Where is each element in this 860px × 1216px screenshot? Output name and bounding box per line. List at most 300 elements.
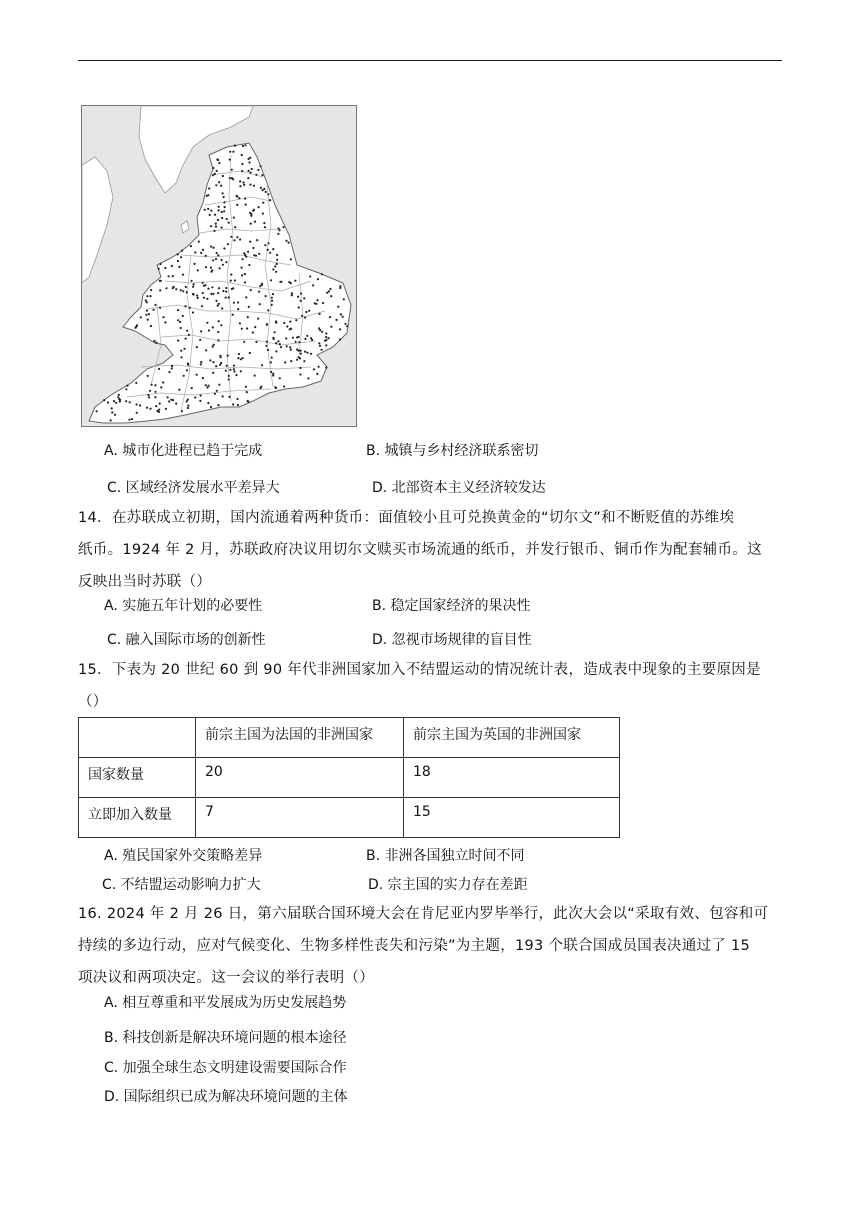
- map-dot: [222, 395, 224, 397]
- map-dot: [216, 252, 218, 254]
- map-dot: [180, 289, 182, 291]
- map-dot: [139, 404, 141, 406]
- map-dot: [301, 315, 303, 317]
- map-dot: [202, 377, 204, 379]
- map-dot: [145, 314, 147, 316]
- map-dot: [146, 407, 148, 409]
- map-dot: [215, 226, 217, 228]
- map-dot: [229, 369, 231, 371]
- map-dot: [221, 211, 223, 213]
- map-dot: [155, 405, 157, 407]
- table-cell: 15: [404, 798, 620, 838]
- map-dot: [244, 281, 246, 283]
- q14-option-b: B. 稳定国家经济的果决性: [372, 598, 531, 614]
- map-dot: [221, 217, 223, 219]
- map-dot: [171, 367, 173, 369]
- map-dot: [233, 302, 235, 304]
- map-dot: [228, 396, 230, 398]
- map-dot: [268, 242, 270, 244]
- map-dot: [212, 361, 214, 363]
- map-dot: [250, 223, 252, 225]
- map-dot: [286, 325, 288, 327]
- map-dot: [181, 250, 183, 252]
- map-dot: [150, 325, 152, 327]
- table-row: [79, 758, 620, 798]
- map-dot: [306, 352, 308, 354]
- table-header-cell-2: 前宗主国为英国的非洲国家: [404, 718, 620, 758]
- q13-option-d: D. 北部资本主义经济较发达: [372, 480, 546, 496]
- map-dot: [208, 187, 210, 189]
- map-dot: [218, 303, 220, 305]
- map-dot: [329, 316, 331, 318]
- map-dot: [165, 287, 167, 289]
- map-dot: [239, 180, 241, 182]
- map-dot: [241, 267, 243, 269]
- map-dot: [154, 304, 156, 306]
- map-dot: [325, 336, 327, 338]
- map-dot: [325, 367, 327, 369]
- map-dot: [262, 212, 264, 214]
- map-dot: [164, 267, 166, 269]
- map-dot: [238, 197, 240, 199]
- q14-stem-line-3: 反映出当时苏联（）: [78, 574, 212, 590]
- table-cell: 国家数量: [79, 758, 196, 798]
- map-dot: [339, 328, 341, 330]
- map-dot: [192, 311, 194, 313]
- map-dot: [153, 309, 155, 311]
- map-dot: [259, 285, 261, 287]
- map-dot: [228, 378, 230, 380]
- map-dot: [180, 350, 182, 352]
- map-dot: [224, 206, 226, 208]
- map-dot: [136, 403, 138, 405]
- map-dot: [255, 341, 257, 343]
- map-dot: [248, 161, 250, 163]
- map-dot: [274, 331, 276, 333]
- map-dot: [187, 363, 189, 365]
- map-dot: [194, 251, 196, 253]
- map-dot: [200, 252, 202, 254]
- map-dot: [233, 370, 235, 372]
- map-dot: [192, 286, 194, 288]
- map-dot: [236, 398, 238, 400]
- map-dot: [178, 389, 180, 391]
- map-dot: [211, 286, 213, 288]
- map-dot: [310, 353, 312, 355]
- map-dot: [180, 356, 182, 358]
- map-dot: [233, 368, 235, 370]
- map-dot: [247, 251, 249, 253]
- map-dot: [285, 337, 287, 339]
- map-dot: [245, 386, 247, 388]
- map-dot: [185, 286, 187, 288]
- map-dot: [303, 360, 305, 362]
- map-dot: [267, 309, 269, 311]
- map-dot: [228, 222, 230, 224]
- map-dot: [217, 254, 219, 256]
- map-dot: [233, 365, 235, 367]
- map-dot: [244, 198, 246, 200]
- map-dot: [274, 265, 276, 267]
- map-dot: [202, 292, 204, 294]
- map-dot: [241, 274, 243, 276]
- map-dot: [203, 297, 205, 299]
- map-dot: [217, 339, 219, 341]
- map-dot: [135, 382, 137, 384]
- map-dot: [199, 400, 201, 402]
- map-dot: [177, 260, 179, 262]
- map-dot: [212, 167, 214, 169]
- map-dot: [253, 209, 255, 211]
- map-dot: [295, 341, 297, 343]
- map-dot: [226, 365, 228, 367]
- map-dot: [265, 345, 267, 347]
- map-dot: [192, 293, 194, 295]
- map-dot: [337, 306, 339, 308]
- map-dot: [322, 302, 324, 304]
- map-dot: [343, 298, 345, 300]
- map-dot: [231, 288, 233, 290]
- map-dot: [118, 394, 120, 396]
- map-dot: [339, 285, 341, 287]
- map-dot: [168, 275, 170, 277]
- map-dot: [296, 359, 298, 361]
- map-dot: [213, 230, 215, 232]
- table-row: [79, 798, 620, 838]
- map-dot: [335, 319, 337, 321]
- map-dot: [271, 304, 273, 306]
- q14-stem: [78, 502, 778, 598]
- map-dot: [205, 266, 207, 268]
- map-dot: [158, 409, 160, 411]
- map-dot: [160, 386, 162, 388]
- q14-stem-line-2: 纸币。1924 年 2 月，苏联政府决议用切尔文赎买市场流通的纸币，并发行银币、铜币作为配套辅币。这: [78, 542, 762, 558]
- map-dot: [240, 370, 242, 372]
- map-dot: [289, 328, 291, 330]
- map-dot: [210, 210, 212, 212]
- map-dot: [298, 336, 300, 338]
- map-dot: [237, 357, 239, 359]
- map-dot: [249, 157, 251, 159]
- map-dot: [267, 349, 269, 351]
- map-dot: [279, 377, 281, 379]
- map-dot: [222, 175, 224, 177]
- map-dot: [246, 327, 248, 329]
- map-dot: [194, 263, 196, 265]
- map-dot: [223, 196, 225, 198]
- map-dot: [110, 419, 112, 421]
- map-dot: [319, 345, 321, 347]
- map-dot: [210, 406, 212, 408]
- map-dot: [241, 154, 243, 156]
- map-dot: [164, 321, 166, 323]
- map-dot: [103, 399, 105, 401]
- map-dot: [266, 323, 268, 325]
- q16-stem-line-3: 项决议和两项决定。这一会议的举行表明（）: [78, 970, 374, 986]
- map-dot: [228, 296, 230, 298]
- map-dot: [200, 330, 202, 332]
- map-dot: [217, 331, 219, 333]
- map-dot: [118, 398, 120, 400]
- map-dot: [167, 396, 169, 398]
- q15-option-a: A. 殖民国家外交策略差异: [104, 848, 263, 864]
- map-dot: [193, 283, 195, 285]
- q16-stem-line-2: 持续的多边行动，应对气候变化、生物多样性丧失和污染”为主题，193 个联合国成员国表决通过了 15: [78, 938, 751, 954]
- map-dot: [175, 288, 177, 290]
- map-dot: [265, 191, 267, 193]
- map-dot: [265, 295, 267, 297]
- map-dot: [182, 274, 184, 276]
- map-dot: [299, 367, 301, 369]
- map-dot: [147, 394, 149, 396]
- map-dot: [249, 352, 251, 354]
- map-dot: [249, 184, 251, 186]
- map-dot: [227, 243, 229, 245]
- map-dot: [252, 331, 254, 333]
- map-dot: [147, 375, 149, 377]
- map-dot: [172, 275, 174, 277]
- map-dot: [321, 273, 323, 275]
- map-dot: [168, 371, 170, 373]
- map-dot: [206, 322, 208, 324]
- map-dot: [272, 337, 274, 339]
- map-dot: [180, 256, 182, 258]
- map-dot: [246, 391, 248, 393]
- map-dot: [324, 340, 326, 342]
- map-dot: [212, 346, 214, 348]
- map-dot: [234, 279, 236, 281]
- map-dot: [251, 168, 253, 170]
- map-dot: [232, 403, 234, 405]
- map-dot: [140, 316, 142, 318]
- map-dot: [218, 384, 220, 386]
- map-dot: [254, 221, 256, 223]
- map-dot: [270, 361, 272, 363]
- map-dot: [159, 280, 161, 282]
- map-dot: [231, 169, 233, 171]
- map-dot: [208, 329, 210, 331]
- map-dot: [96, 410, 98, 412]
- map-dot: [218, 181, 220, 183]
- map-dot: [198, 241, 200, 243]
- map-dot: [205, 349, 207, 351]
- map-dot: [180, 327, 182, 329]
- map-dot: [210, 293, 212, 295]
- map-dot: [315, 303, 317, 305]
- map-dot: [229, 159, 231, 161]
- map-dot: [308, 310, 310, 312]
- map-dot: [219, 267, 221, 269]
- map-dot: [186, 369, 188, 371]
- q14-option-a: A. 实施五年计划的必要性: [104, 598, 263, 614]
- map-dot: [221, 307, 223, 309]
- map-dot: [239, 185, 241, 187]
- map-dot: [267, 193, 269, 195]
- map-dot: [280, 346, 282, 348]
- map-dot: [264, 244, 266, 246]
- map-dot: [247, 170, 249, 172]
- map-dot: [235, 374, 237, 376]
- map-dot: [168, 400, 170, 402]
- map-dot: [216, 170, 218, 172]
- map-dot: [207, 288, 209, 290]
- map-dot: [210, 246, 212, 248]
- map-dot: [221, 259, 223, 261]
- map-dot: [214, 173, 216, 175]
- map-dot: [292, 337, 294, 339]
- map-dot: [185, 338, 187, 340]
- map-dot: [312, 284, 314, 286]
- q15-option-d: D. 宗主国的实力存在差距: [368, 877, 528, 893]
- map-dot: [346, 325, 348, 327]
- map-dot: [179, 321, 181, 323]
- map-dot: [186, 330, 188, 332]
- q15-stem: [78, 654, 778, 718]
- map-dot: [294, 280, 296, 282]
- map-dot: [248, 306, 250, 308]
- map-figure: [81, 105, 357, 427]
- map-dot: [205, 255, 207, 257]
- map-dot: [244, 273, 246, 275]
- map-dot: [303, 297, 305, 299]
- map-dot: [234, 226, 236, 228]
- map-dot: [148, 396, 150, 398]
- map-dot: [212, 326, 214, 328]
- map-dot: [218, 209, 220, 211]
- map-dot: [145, 299, 147, 301]
- map-dot: [318, 327, 320, 329]
- map-dot: [212, 293, 214, 295]
- map-dot: [200, 363, 202, 365]
- map-dot: [263, 188, 265, 190]
- map-dot: [316, 299, 318, 301]
- map-dot: [242, 145, 244, 147]
- map-dot: [215, 223, 217, 225]
- map-dot: [229, 177, 231, 179]
- map-dot: [248, 264, 250, 266]
- map-dot: [232, 151, 234, 153]
- map-dot: [279, 343, 281, 345]
- map-dot: [261, 174, 263, 176]
- map-dot: [225, 291, 227, 293]
- map-dot: [189, 307, 191, 309]
- map-dot: [329, 288, 331, 290]
- map-dot: [280, 281, 282, 283]
- map-dot: [204, 284, 206, 286]
- map-dot: [231, 177, 233, 179]
- map-dot: [218, 320, 220, 322]
- map-dot: [151, 384, 153, 386]
- map-dot: [113, 400, 115, 402]
- map-dot: [266, 341, 268, 343]
- map-dot: [209, 214, 211, 216]
- map-dot: [131, 418, 133, 420]
- map-dot: [107, 401, 109, 403]
- map-dot: [276, 263, 278, 265]
- map-dot: [128, 419, 130, 421]
- map-dot: [230, 280, 232, 282]
- map-dot: [201, 305, 203, 307]
- map-dot: [232, 314, 234, 316]
- map-dot: [215, 184, 217, 186]
- table-header-cell-1: 前宗主国为法国的非洲国家: [196, 718, 404, 758]
- map-dot: [230, 236, 232, 238]
- map-dot: [282, 226, 284, 228]
- map-dot: [187, 405, 189, 407]
- map-dot: [321, 331, 323, 333]
- map-dot: [181, 410, 183, 412]
- map-dot: [242, 357, 244, 359]
- map-dot: [159, 289, 161, 291]
- map-dot: [250, 289, 252, 291]
- map-dot: [243, 181, 245, 183]
- map-dot: [252, 247, 254, 249]
- map-dot: [153, 340, 155, 342]
- map-dot: [290, 360, 292, 362]
- map-dot: [162, 316, 164, 318]
- map-dot: [146, 310, 148, 312]
- map-dot: [184, 305, 186, 307]
- map-dot: [154, 396, 156, 398]
- map-dot: [306, 335, 308, 337]
- england-dot-map: [81, 105, 357, 427]
- map-dot: [197, 297, 199, 299]
- map-dot: [191, 387, 193, 389]
- map-dot: [226, 218, 228, 220]
- map-dot: [262, 202, 264, 204]
- map-dot: [172, 399, 174, 401]
- map-dot: [213, 247, 215, 249]
- map-dot: [272, 373, 274, 375]
- map-dot: [283, 385, 285, 387]
- map-dot: [147, 319, 149, 321]
- map-dot: [159, 403, 161, 405]
- map-dot: [330, 295, 332, 297]
- map-dot: [220, 324, 222, 326]
- table-cell: 7: [196, 798, 404, 838]
- map-dot: [202, 249, 204, 251]
- map-dot: [225, 297, 227, 299]
- map-dot: [219, 364, 221, 366]
- map-dot: [223, 201, 225, 203]
- map-dot: [218, 287, 220, 289]
- map-dot: [215, 365, 217, 367]
- map-dot: [115, 402, 117, 404]
- map-dot: [160, 263, 162, 265]
- map-dot: [325, 344, 327, 346]
- map-dot: [215, 258, 217, 260]
- map-dot: [253, 185, 255, 187]
- map-dot: [247, 316, 249, 318]
- map-dot: [228, 375, 230, 377]
- q14-stem-line-1: 14．在苏联成立初期，国内流通着两种货币：面值较小且可兑换黄金的“切尔文”和不断贬值的苏维埃: [78, 510, 735, 526]
- map-dot: [217, 404, 219, 406]
- map-dot: [244, 144, 246, 146]
- map-dot: [285, 240, 287, 242]
- map-dot: [247, 177, 249, 179]
- map-dot: [239, 238, 241, 240]
- map-dot: [291, 294, 293, 296]
- map-dot: [328, 337, 330, 339]
- map-dot: [267, 249, 269, 251]
- map-dot: [243, 341, 245, 343]
- map-dot: [299, 357, 301, 359]
- map-dot: [272, 248, 274, 250]
- map-dot: [196, 346, 198, 348]
- map-dot: [206, 298, 208, 300]
- map-dot: [217, 292, 219, 294]
- map-dot: [204, 209, 206, 211]
